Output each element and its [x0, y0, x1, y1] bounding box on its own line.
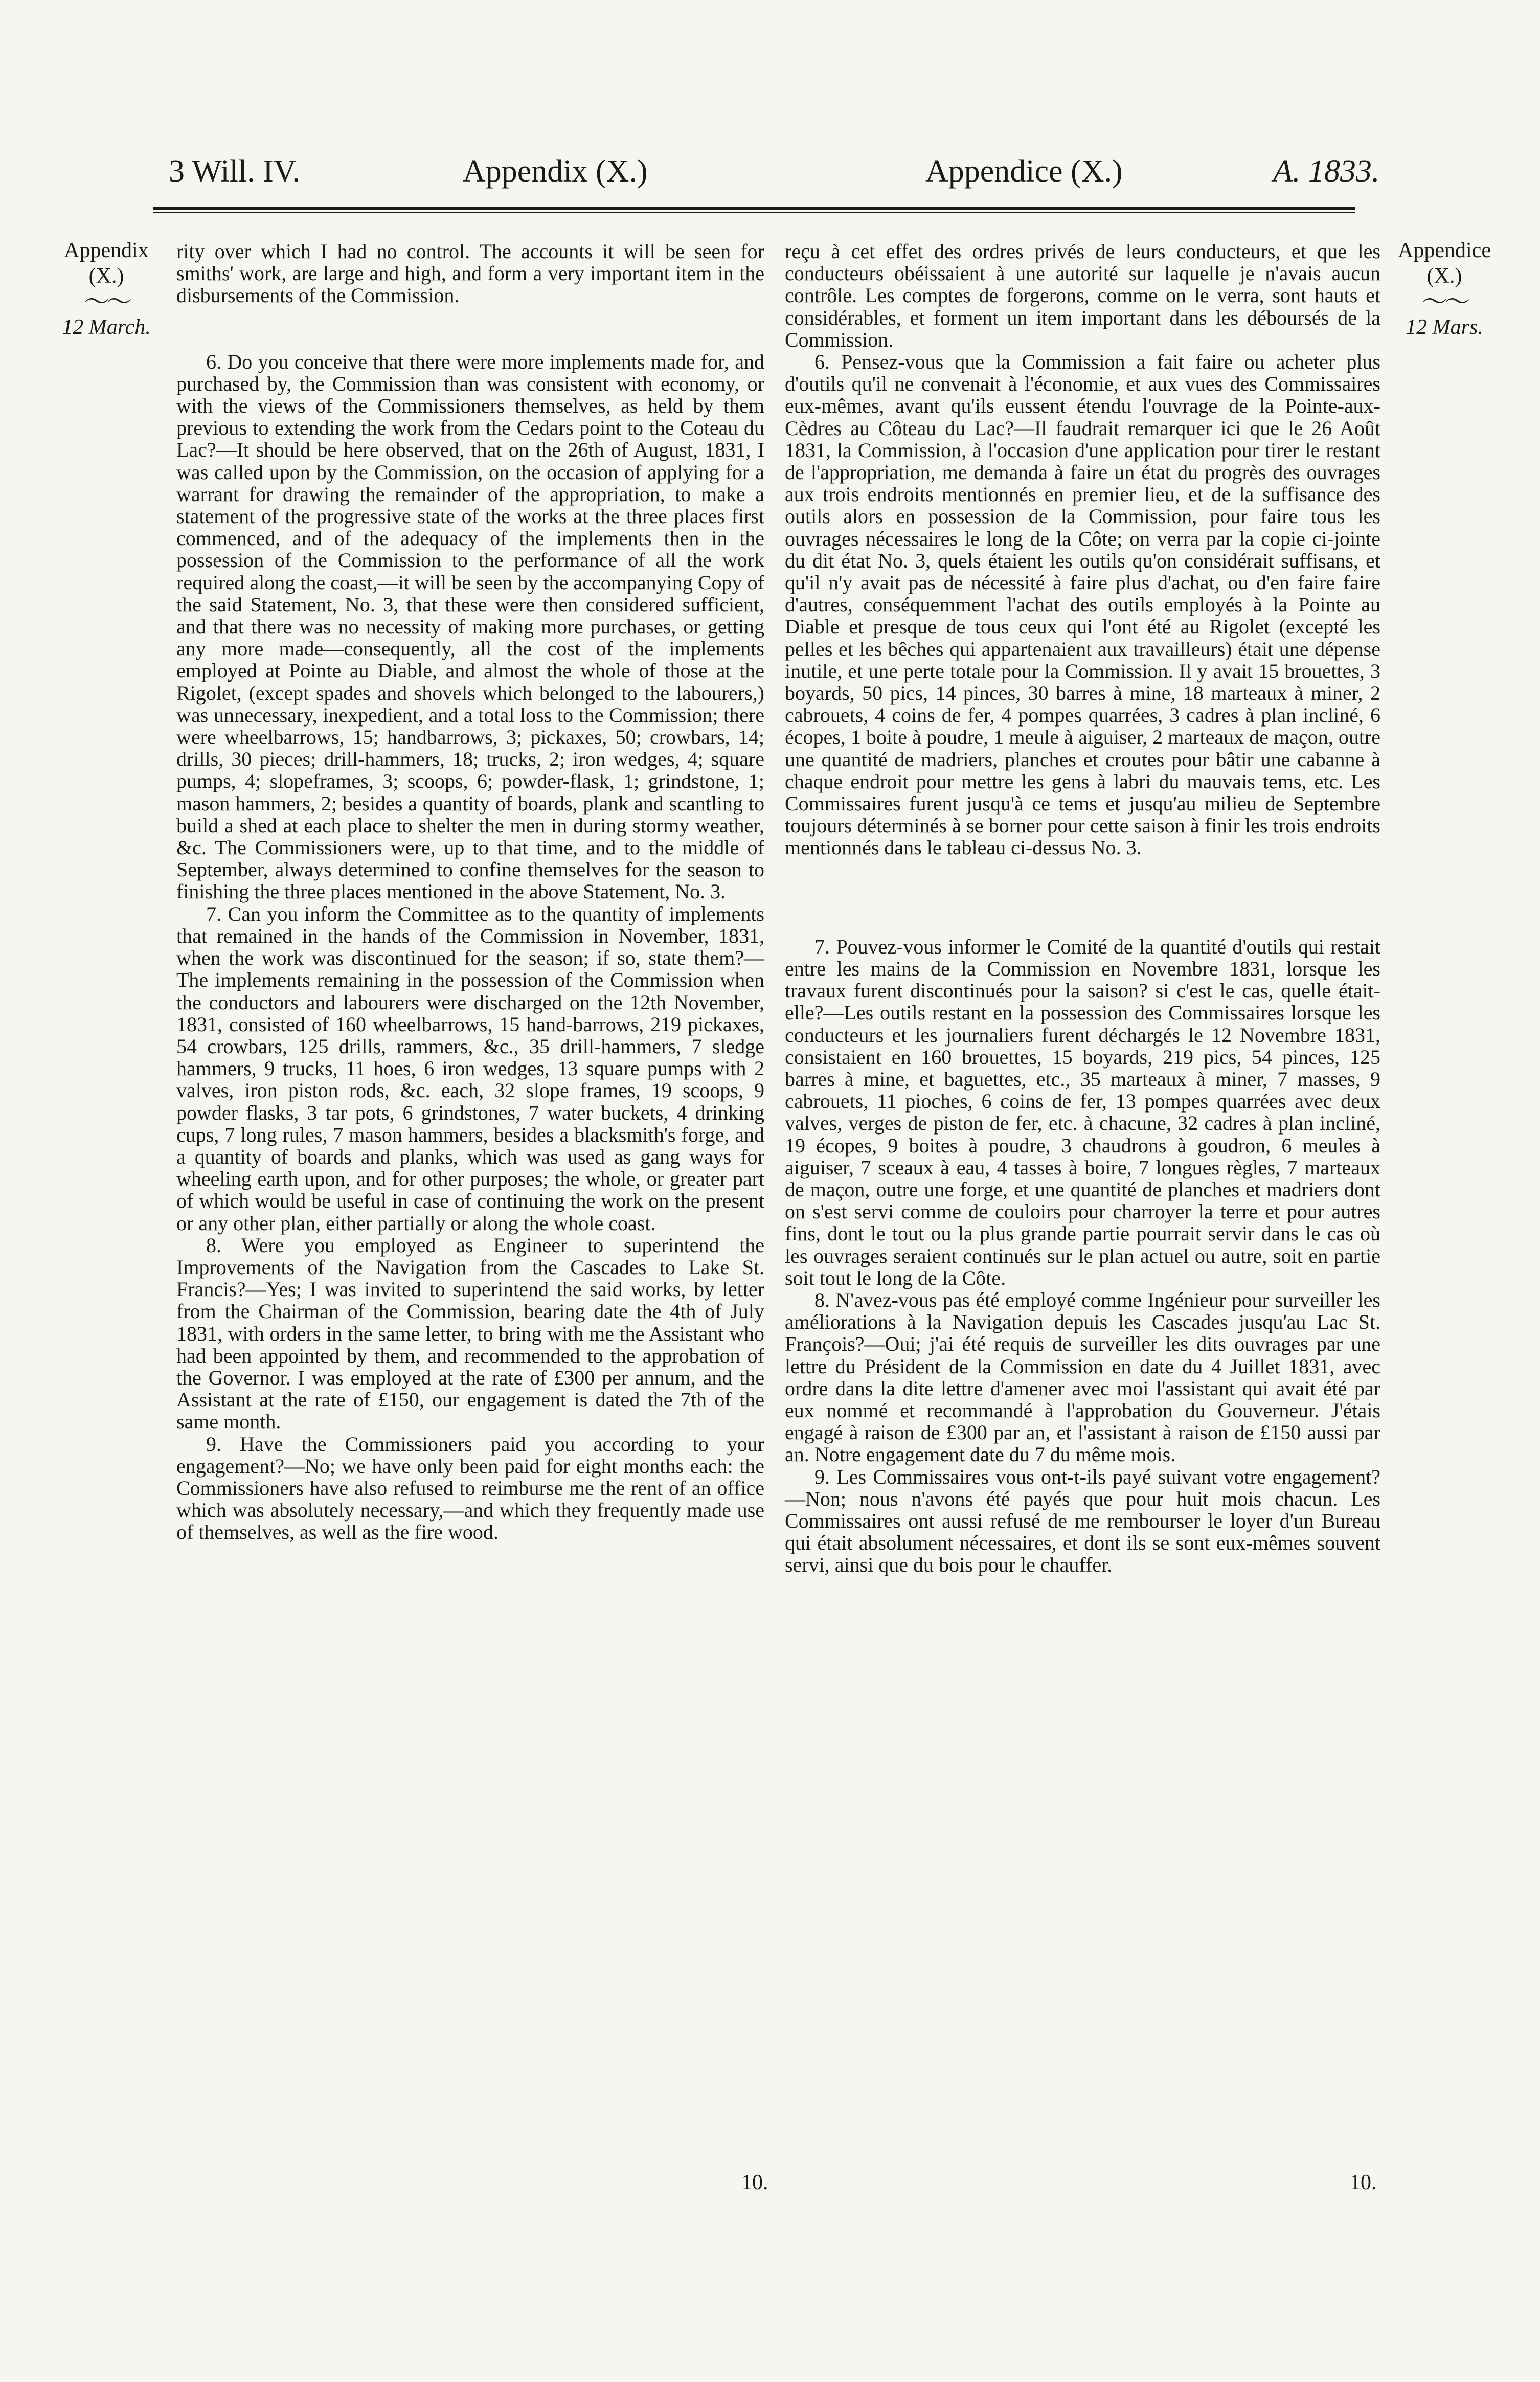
running-header: [0, 153, 1540, 210]
margin-section-en: (X.): [88, 264, 124, 288]
paragraph-9-fr: 9. Les Commissaires vous ont-t-ils payé suivant votre engagement?—Non; nous n'avons été payés que pour huit mois chacun. Les Commissaires ont aussi refusé de me rembourser le loyer d'un Bureau qui était absolument nécessaires, et dont ils se sont eux-mêmes souvent servi, ainsi que du bois pour le chauffer.: [785, 1465, 1380, 1577]
english-column: [176, 240, 764, 1544]
header-rule-thin: [153, 212, 1355, 213]
paragraph-intro-en: rity over which I had no control. The accounts it will be seen for smiths' work, are large and high, and form a very important item in the disbursements of the Commission.: [176, 240, 764, 307]
appendix-title-en: Appendix (X.): [463, 154, 648, 189]
flourish-ornament: 〜〜: [1422, 287, 1467, 316]
paragraph-8-en: 8. Were you employed as Engineer to superintend the Improvements of the Navigation from the Cascades to Lake St. Francis?—Yes; I was invited to superintend the said works, by letter from the Chairman of the Commission, bearing date the 4th of July 1831, with orders in the same letter, to bring with me the Assistant who had been appointed by them, and recommended to the approbation of the Governor. I was employed at the rate of £300 per annum, and the Assistant at the rate of £150, our engagement is dated the 7th of the same month.: [176, 1233, 764, 1434]
appendix-title-fr: Appendice (X.): [925, 154, 1123, 189]
year: A. 1833.: [1273, 154, 1380, 189]
paragraph-6-fr: 6. Pensez-vous que la Commission a fait faire ou acheter plus d'outils qu'il ne convenait à l'économie, et aux vues des Commissaires eux-mêmes, avant qu'ils eussent étendu l'ouvrage de la Pointe-aux-Cèdres au Côteau du Lac?—Il faudrait remarquer ici que le 26 Août 1831, la Commission, à l'occasion d'une application pour tirer le restant de l'appropriation, me demanda à faire un état du progrès des ouvrages aux trois endroits mentionnés en premier lieu, et de la suffisance des outils alors en possession de la Commission, pour faire tous les ouvrages nécessaires le long de la Côte; on verra par la copie ci-jointe du dit état No. 3, quels étaient les outils qu'on considérait suffisans, et qu'il n'y avait pas de nécessité à faire plus d'achat, ou d'en faire faire d'autres, conséquemment l'achat des outils employés à la Pointe au Diable et presque de tous ceux qui l'ont été au Rigolet (excepté les pelles et les bêches qui appartenaient aux travailleurs) était une dépense inutile, et une perte totale pour la Commission. Il y avait 15 brouettes, 3 boyards, 50 pics, 14 pinces, 30 barres à mine, 18 marteaux à miner, 2 cabrouets, 4 coins de fer, 4 pompes quarrées, 3 cadres à plan incliné, 6 écopes, 1 boite à poudre, 1 meule à aiguiser, 2 marteaux de maçon, outre une quantité de madriers, planches et croutes pour bâtir une cabanne à chaque endroit pour mettre les gens à labri du mauvais tems, etc. Les Commissaires furent jusqu'à ce tems et jusqu'au milieu de Septembre toujours déterminés à se borner pour cette saison à finir les trois endroits mentionnés dans le tableau ci-dessus No. 3.: [785, 350, 1380, 859]
margin-note-left: [45, 238, 168, 340]
flourish-ornament: 〜〜: [84, 287, 129, 316]
page-number-en: 10.: [741, 2171, 768, 2194]
margin-section-fr: (X.): [1426, 264, 1462, 288]
paragraph-7-fr: 7. Pouvez-vous informer le Comité de la quantité d'outils qui restait entre les mains de la Commission en Novembre 1831, lorsque les travaux furent discontinués pour la saison? si c'est le cas, quelle était-elle?—Les outils restant en la possession des Commissaires lorsque les conducteurs et les journaliers furent déchargés le 12 Novembre 1831, consistaient en 160 brouettes, 15 boyards, 219 pics, 54 pinces, 125 barres à mine, et baguettes, etc., 35 marteaux à miner, 7 masses, 9 cabrouets, 11 pioches, 6 coins de fer, 13 pompes quarrées avec deux valves, verges de piston de fer, etc. à chacune, 32 cadres à plan incliné, 19 écopes, 9 boites à poudre, 3 chaudrons à goudron, 6 meules à aiguiser, 7 sceaux à eau, 4 tasses à boire, 7 longues règles, 7 marteaux de maçon, outre une forge, et une quantité de planches et madriers dont on s'est servi comme de couloirs pour charroyer la terre et pour autres fins, dont le tout ou la plus grande partie pourrait servir dans le cas où les ouvrages seraient continués sur le plan actuel ou autre, soit en partie soit tout le long de la Côte.: [785, 935, 1380, 1289]
french-column: [785, 240, 1380, 1576]
paragraph-8-fr: 8. N'avez-vous pas été employé comme Ingénieur pour surveiller les améliorations à la Navigation depuis les Cascades jusqu'au Lac St. François?—Oui; j'ai été requis de surveiller les dits ouvrages par une lettre du Président de la Commission en date du 4 Juillet 1831, avec ordre dans la dite lettre d'amener avec moi l'assistant qui avait été par eux nommé et recommandé à l'approbation du Gouverneur. J'étais engagé à raison de £300 par an, et l'assistant à raison de £150 aussi par an. Notre engagement date du 7 du même mois.: [785, 1288, 1380, 1466]
paragraph-intro-fr: reçu à cet effet des ordres privés de leurs conducteurs, et que les conducteurs obéissaient à une autorité sur laquelle je n'avais aucun contrôle. Les comptes de forgerons, comme on le verra, sont hauts et considérables, et forment un item important dans les déboursés de la Commission.: [785, 240, 1380, 351]
margin-appendix-en: Appendix: [64, 239, 149, 262]
paragraph-9-en: 9. Have the Commissioners paid you according to your engagement?—No; we have only been paid for eight months each: the Commissioners have also refused to reimburse me the rent of an office which was absolutely necessary,—and which they frequently made use of themselves, as well as the fire wood.: [176, 1432, 764, 1544]
margin-appendix-fr: Appendice: [1398, 239, 1491, 262]
margin-date-fr: 12 Mars.: [1406, 315, 1483, 339]
margin-date-en: 12 March.: [62, 315, 151, 339]
header-rule-thick: [153, 207, 1355, 210]
paragraph-6-en: 6. Do you conceive that there were more implements made for, and purchased by, the Commission than was consistent with economy, or with the views of the Commissioners themselves, as held by them previous to extending the work from the Cedars point to the Coteau du Lac?—It should be here observed, that on the 26th of August, 1831, I was called upon by the Commission, on the occasion of applying for a warrant for drawing the remainder of the appropriation, to make a statement of the progressive state of the works at the three places first commenced, and of the adequacy of the implements then in the possession of the Commission to the performance of all the work required along the coast,—it will be seen by the accompanying Copy of the said Statement, No. 3, that these were then considered sufficient, and that there was no necessity of making more purchases, or getting any more made—consequently, all the cost of the implements employed at Pointe au Diable, and almost the whole of those at the Rigolet, (except spades and shovels which belonged to the labourers,) was unnecessary, inexpedient, and a total loss to the Commission; there were wheelbarrows, 15; handbarrows, 3; pickaxes, 50; crowbars, 14; drills, 30 pieces; drill-hammers, 18; trucks, 2; iron wedges, 4; square pumps, 4; slopeframes, 3; scoops, 6; powder-flask, 1; grindstone, 1; mason hammers, 2; besides a quantity of boards, plank and scantling to build a shed at each place to shelter the men in during stormy weather, &c. The Commissioners were, up to that time, and to the middle of September, always determined to confine themselves for the season to finishing the three places mentioned in the above Statement, No. 3.: [176, 350, 764, 903]
margin-note-right: [1380, 238, 1508, 340]
regnal-year: 3 Will. IV.: [169, 154, 301, 189]
paragraph-7-en: 7. Can you inform the Committee as to the quantity of implements that remained in the hands of the Commission in November, 1831, when the work was discontinued for the season; if so, state them?—The implements remaining in the possession of the Commission when the conductors and labourers were discharged on the 12th November, 1831, consisted of 160 wheelbarrows, 15 hand-barrows, 219 pickaxes, 54 crowbars, 125 drills, rammers, &c., 35 drill-hammers, 7 sledge hammers, 9 trucks, 11 hoes, 6 iron wedges, 13 square pumps with 2 valves, iron piston rods, &c. each, 32 slope frames, 19 scoops, 9 powder flasks, 3 tar pots, 6 grindstones, 7 water buckets, 4 drinking cups, 7 long rules, 7 mason hammers, besides a blacksmith's forge, and a quantity of boards and planks, which was used as gang ways for wheeling earth upon, and for other purposes; the whole, or greater part of which would be useful in case of continuing the work on the present or any other plan, either partially or along the whole coast.: [176, 902, 764, 1235]
page-number-fr: 10.: [1350, 2171, 1377, 2194]
